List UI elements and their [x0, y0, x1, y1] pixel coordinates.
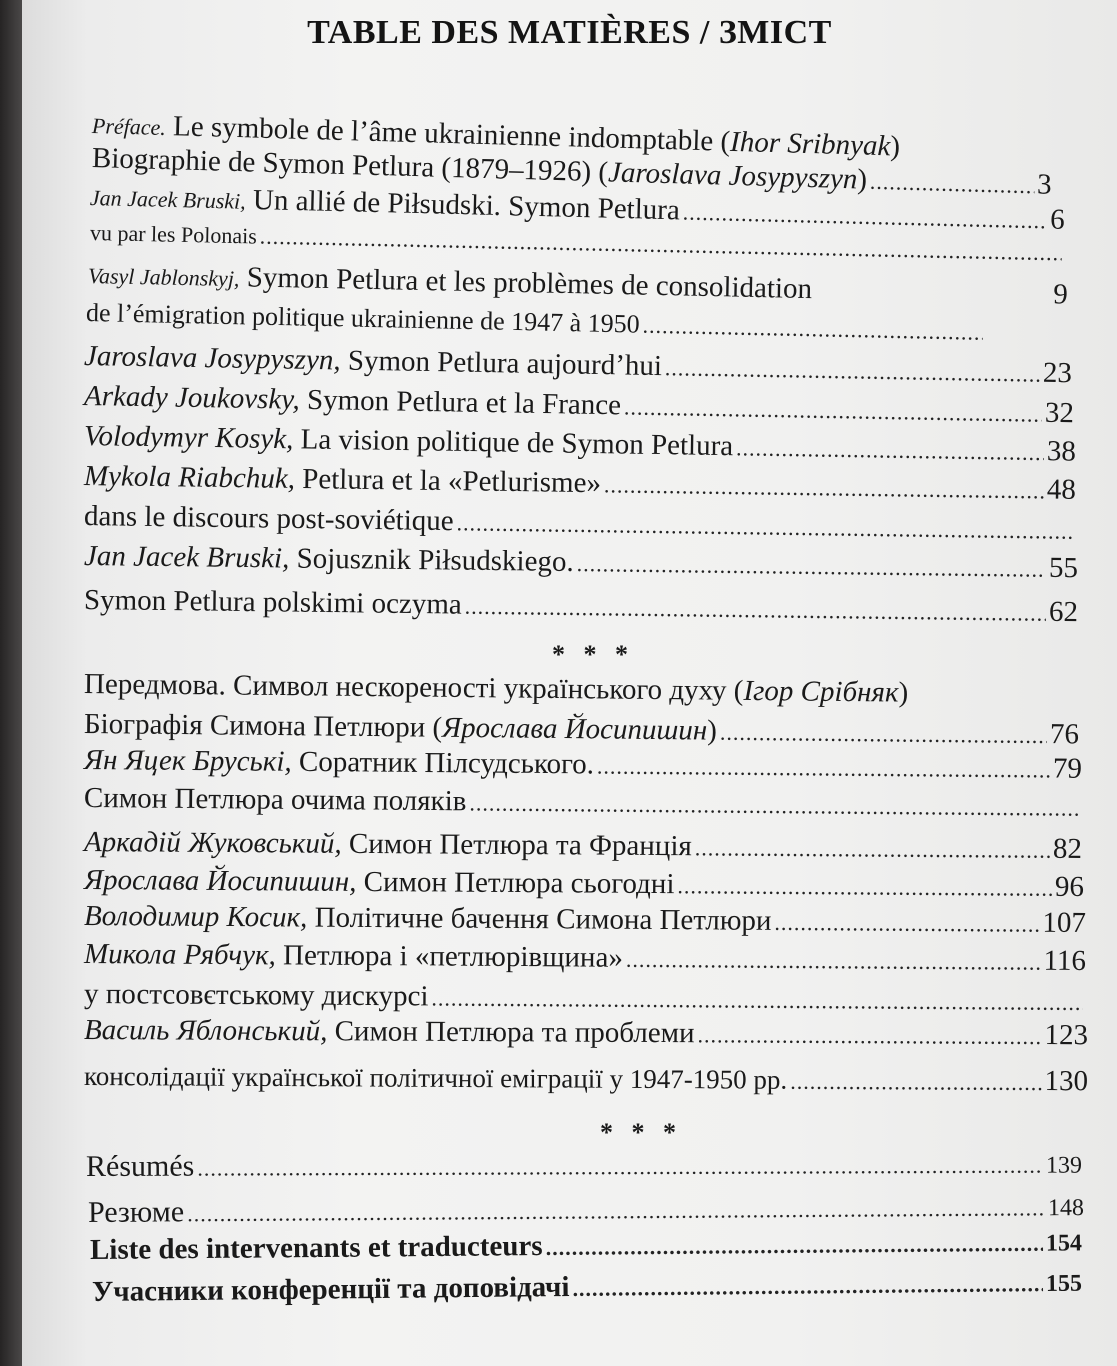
resumes-title: Résumés — [85, 1149, 195, 1183]
leader-dots — [736, 435, 1044, 466]
book-page — [22, 0, 1117, 1366]
leader-dots — [546, 1231, 1044, 1261]
page-number: 148 — [1047, 1195, 1085, 1222]
bio-close: ) — [856, 163, 868, 196]
jablonskyj-author: Vasyl Jablonskyj, — [87, 263, 240, 292]
table-of-contents — [22, 0, 1117, 1366]
preface-close: ) — [889, 130, 901, 163]
page-title: TABLE DES MATIÈRES / ЗМІСТ — [307, 14, 832, 51]
leader-dots — [665, 355, 1040, 388]
leader-dots — [572, 1271, 1043, 1302]
jablonskyj-cont: de l’émigration politique ukrainienne de 1947 à 1950 — [85, 298, 640, 339]
rezyume-title: Резюме — [87, 1195, 185, 1229]
bruski-pl-title: Sojusznik Piłsudskiego. — [289, 542, 574, 578]
leader-dots — [604, 472, 1044, 504]
uchasnyky-title: Учасники конференції та доповідачі — [91, 1271, 570, 1308]
toc-entry-rezyume — [88, 1189, 1084, 1230]
leader-dots — [774, 910, 1039, 938]
joukovsky-title: Symon Petlura et la France — [299, 383, 622, 422]
toc-entry-liste — [90, 1225, 1082, 1267]
yosypyshyn-title: Симон Петлюра сьогодні — [356, 865, 675, 901]
leader-dots — [197, 1153, 1043, 1182]
zhukovsky-author: Аркадій Жуковський, — [83, 826, 342, 860]
preface-prefix: Préface. — [91, 113, 167, 141]
page-number: 107 — [1042, 906, 1087, 939]
toc-entry-riabchuk-fr-cont — [84, 500, 1076, 547]
toc-entry-riabchuk-fr — [84, 460, 1076, 507]
riabchuk-fr-author: Mykola Riabchuk, — [83, 460, 296, 495]
bruski-fr-author: Jan Jacek Bruski, — [89, 185, 247, 214]
page-number: 82 — [1052, 832, 1083, 865]
page-number: 79 — [1052, 752, 1083, 785]
leader-dots — [469, 790, 1079, 821]
leader-dots — [677, 873, 1052, 902]
biography-ua-author: Ярослава Йосипишин — [441, 711, 708, 747]
leader-dots — [456, 510, 1073, 545]
page-number: 9 — [1052, 278, 1069, 311]
page-number: 32 — [1044, 396, 1075, 430]
page-number: 23 — [1042, 356, 1073, 390]
leader-dots — [465, 594, 1047, 627]
leader-dots — [790, 1069, 1041, 1096]
toc-entry-resumes — [86, 1147, 1082, 1184]
peredmova-author: Ігор Срібняк — [743, 674, 899, 709]
toc-entry-bruski-pl-cont — [84, 584, 1078, 629]
toc-entry-peredmova — [84, 668, 1084, 711]
leader-dots — [626, 947, 1041, 976]
page-number: 62 — [1048, 595, 1079, 629]
section-separator: * * * — [600, 1118, 682, 1147]
jablonskyj-title: Symon Petlura et les problèmes de consolidation — [239, 261, 813, 306]
leader-dots — [697, 1022, 1041, 1050]
toc-entry-riabchuk-ua — [84, 938, 1086, 978]
zhukovsky-title: Симон Петлюра та Франція — [341, 827, 692, 863]
riabchuk-ua-title: Петлюра і «петлюрівщина» — [275, 939, 624, 974]
toc-entry-uchasnyky — [92, 1266, 1082, 1309]
kosyk-fr-author: Volodymyr Kosyk, — [83, 420, 294, 456]
riabchuk-ua-author: Микола Рябчук, — [83, 938, 276, 972]
riabchuk-ua-cont: у постсовєтському дискурсі — [83, 978, 429, 1013]
leader-dots — [695, 835, 1050, 863]
bruski-fr-cont: vu par les Polonais — [89, 220, 258, 249]
leader-dots — [187, 1195, 1045, 1227]
yablonsky-cont: консолідації української політичної еміграції у 1947-1950 рр. — [83, 1061, 788, 1095]
page-number: 155 — [1045, 1270, 1083, 1298]
josypyszyn-author: Jaroslava Josypyszyn, — [83, 340, 341, 377]
toc-entry-bruski-ua-cont — [84, 782, 1082, 824]
preface-title: Le symbole de l’âme ukrainienne indomptable ( — [165, 110, 731, 158]
leader-dots — [597, 753, 1050, 783]
kosyk-ua-author: Володимир Косик, — [83, 900, 308, 934]
riabchuk-fr-title: Petlura et la «Petlurisme» — [294, 462, 602, 500]
liste-title: Liste des intervenants et traducteurs — [89, 1230, 543, 1266]
page-number: 123 — [1044, 1019, 1089, 1052]
yosypyshyn-author: Ярослава Йосипишин, — [83, 864, 357, 898]
toc-entry-yablonsky — [84, 1014, 1088, 1052]
bruski-ua-cont: Симон Петлюра очима поляків — [83, 782, 467, 818]
toc-entry-riabchuk-ua-cont — [84, 978, 1086, 1018]
page-number: 76 — [1049, 718, 1080, 751]
page-number: 130 — [1044, 1065, 1089, 1098]
joukovsky-author: Arkady Joukovsky, — [83, 380, 301, 416]
book-spine — [0, 0, 22, 1366]
leader-dots — [682, 199, 1047, 234]
bio-author: Jaroslava Josypyszyn — [607, 156, 858, 196]
leader-dots — [870, 169, 1035, 200]
leader-dots — [624, 394, 1042, 427]
bruski-ua-author: Ян Яцек Бруські, — [83, 744, 292, 778]
yablonsky-title: Симон Петлюра та проблеми — [327, 1015, 695, 1050]
bruski-pl-author: Jan Jacek Bruski, — [83, 540, 290, 575]
bruski-ua-title: Соратник Пілсудського. — [291, 745, 595, 781]
page-number: 154 — [1045, 1230, 1083, 1257]
riabchuk-fr-cont: dans le discours post-soviétique — [83, 500, 454, 538]
page-number: 139 — [1045, 1152, 1083, 1179]
toc-entry-bruski-ua — [84, 744, 1082, 786]
biography-ua-close: ) — [707, 714, 718, 747]
preface-author: Ihor Sribnyak — [729, 125, 891, 163]
toc-entry-yablonsky-cont — [84, 1060, 1088, 1098]
biography-ua-title: Біографія Симона Петлюри ( — [83, 708, 443, 744]
toc-entry-zhukovsky — [84, 826, 1082, 866]
page-number: 6 — [1049, 203, 1066, 236]
leader-dots — [720, 720, 1047, 749]
kosyk-ua-title: Політичне бачення Симона Петлюри — [307, 901, 772, 937]
toc-entry-bruski-pl — [84, 540, 1078, 585]
yablonsky-author: Василь Яблонський, — [83, 1014, 328, 1048]
peredmova-title: Передмова. Символ нескореності українського духу ( — [83, 668, 744, 707]
section-separator: * * * — [552, 640, 634, 669]
bio-title: Biographie de Symon Petlura (1879–1926) ( — [91, 142, 609, 189]
leader-dots — [431, 985, 1083, 1016]
page-number: 96 — [1054, 870, 1085, 903]
leader-dots — [577, 551, 1047, 583]
page-number: 116 — [1043, 944, 1087, 977]
page-number: 3 — [1036, 168, 1053, 201]
kosyk-fr-title: La vision politique de Symon Petlura — [293, 423, 734, 463]
leader-dots — [642, 313, 983, 346]
toc-entry-kosyk-ua — [84, 900, 1086, 940]
josypyszyn-title: Symon Petlura aujourd’hui — [340, 344, 663, 383]
bruski-fr-title: Un allié de Piłsudski. Symon Petlura — [245, 183, 681, 227]
page-number: 38 — [1046, 435, 1077, 468]
page-number: 48 — [1046, 473, 1077, 506]
peredmova-close: ) — [898, 676, 909, 709]
toc-entry-yosypyshyn — [84, 864, 1084, 904]
bruski-pl-cont: Symon Petlura polskimi oczyma — [83, 584, 462, 621]
page-number: 55 — [1048, 551, 1079, 585]
